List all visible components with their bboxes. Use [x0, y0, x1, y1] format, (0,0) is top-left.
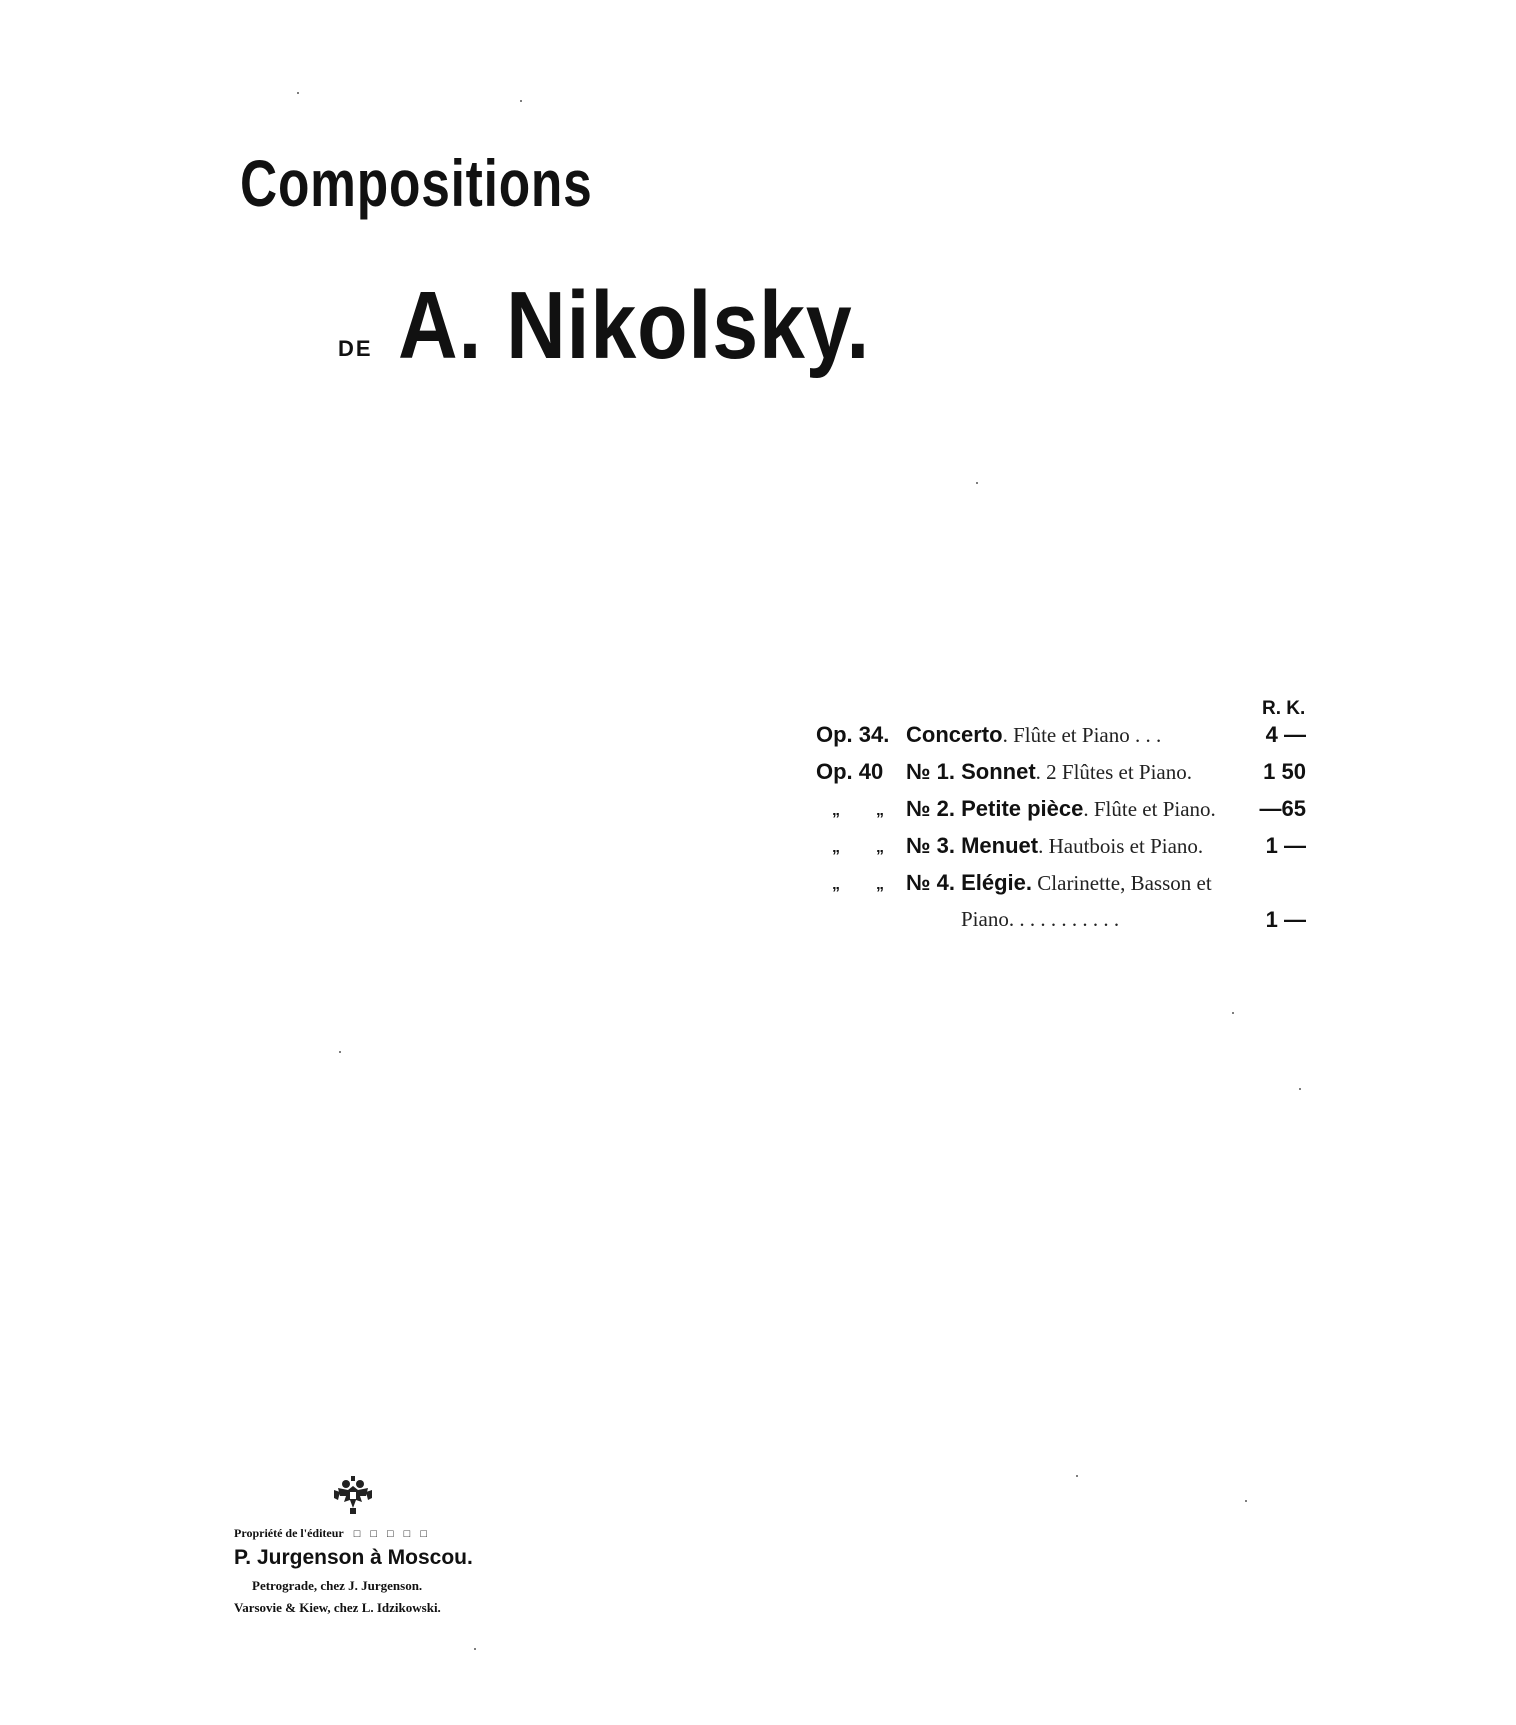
- list-item-continuation: [816, 907, 1306, 944]
- work-description: [906, 796, 1216, 822]
- work-price: 4 —: [1265, 722, 1306, 747]
- list-item: [816, 759, 1306, 796]
- work-title: № 2. Petite pièce: [906, 796, 1084, 821]
- list-item: [816, 722, 1306, 759]
- work-instruments: Clarinette, Basson et: [1032, 871, 1212, 895]
- scan-speck: [339, 1051, 341, 1053]
- work-description: [906, 759, 1192, 785]
- work-price: 1 50: [1263, 759, 1306, 784]
- publisher-branch: Varsovie & Kiew, chez L. Idzikowski.: [234, 1600, 441, 1615]
- work-title: № 3. Menuet: [906, 833, 1039, 858]
- composer-name: A. Nikolsky.: [398, 272, 871, 379]
- opus-number: Op. 34.: [816, 722, 890, 747]
- opus-number: Op. 40: [816, 759, 884, 784]
- work-description: [906, 722, 1161, 748]
- double-headed-eagle-icon: [332, 1474, 374, 1516]
- work-title: Concerto: [906, 722, 1003, 747]
- title-preposition: DE: [338, 336, 373, 361]
- work-instruments: . Flûte et Piano . . .: [1002, 723, 1162, 747]
- ditto-mark: „: [876, 802, 884, 819]
- property-label: Propriété de l'éditeur: [234, 1526, 344, 1540]
- work-title: № 4. Elégie.: [906, 870, 1033, 895]
- work-price: 1 —: [1265, 833, 1306, 858]
- ornament-squares: □□□□□: [353, 1528, 437, 1540]
- scan-speck: [1299, 1088, 1301, 1090]
- ditto-mark: „: [876, 876, 884, 893]
- ditto-mark: „: [876, 839, 884, 856]
- ditto-mark: „: [832, 876, 840, 893]
- scan-speck: [1245, 1500, 1247, 1502]
- scan-speck: [520, 100, 522, 102]
- works-list: [816, 722, 1306, 944]
- work-instruments: . Hautbois et Piano.: [1038, 834, 1204, 858]
- work-instruments: . Flûte et Piano.: [1083, 797, 1216, 821]
- ditto-mark: „: [832, 839, 840, 856]
- scan-speck: [1076, 1475, 1078, 1477]
- work-description: [906, 870, 1212, 896]
- list-item: [816, 870, 1306, 907]
- property-notice: [234, 1526, 437, 1541]
- publisher-name: P. Jurgenson à Moscou.: [234, 1546, 473, 1569]
- ditto-mark: „: [832, 802, 840, 819]
- currency-header: R. K.: [1262, 698, 1306, 719]
- publisher-branch: Petrograde, chez J. Jurgenson.: [252, 1578, 423, 1593]
- work-instruments-continued: Piano. . . . . . . . . . .: [961, 907, 1120, 931]
- work-description: [906, 833, 1203, 859]
- scan-speck: [297, 92, 299, 94]
- list-item: [816, 833, 1306, 870]
- work-instruments: . 2 Flûtes et Piano.: [1035, 760, 1192, 784]
- work-price: —65: [1259, 796, 1306, 821]
- scan-speck: [474, 1648, 476, 1650]
- page-title: Compositions: [240, 146, 593, 220]
- scan-speck: [1232, 1012, 1234, 1014]
- work-title: № 1. Sonnet: [906, 759, 1036, 784]
- work-price: 1 —: [1265, 907, 1306, 932]
- list-item: [816, 796, 1306, 833]
- scan-speck: [976, 482, 978, 484]
